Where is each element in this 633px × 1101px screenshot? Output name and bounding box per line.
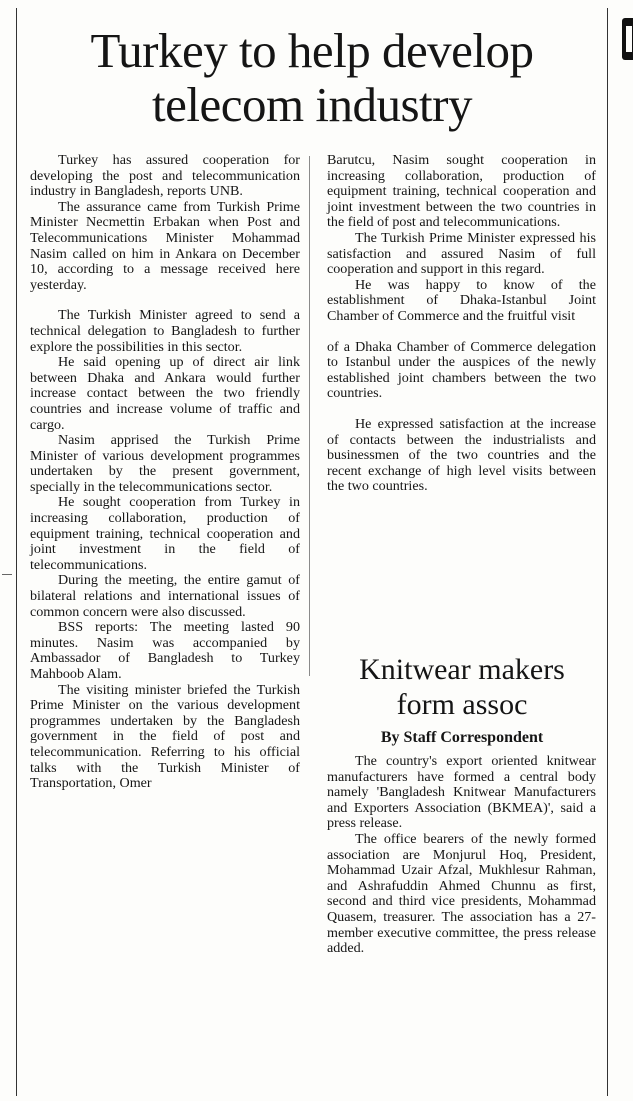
paragraph: Nasim apprised the Turkish Prime Minister of various development programmes undertaken by the present government, specially in the telecommunications sector.: [30, 432, 300, 495]
byline: By Staff Correspondent: [380, 729, 544, 746]
article-column-1: [30, 153, 300, 792]
article-column-2: [327, 153, 596, 495]
margin-tick: [2, 574, 12, 575]
paragraph: He said opening up of direct air link between Dhaka and Ankara would further increase contact between the two friendly countries and increase volume of traffic and cargo.: [30, 354, 300, 433]
paragraph: He expressed satisfaction at the increase of contacts between the industrialists and businessmen of the two countries and the recent exchange of high level visits between the two countries.: [327, 415, 596, 495]
paragraph: During the meeting, the entire gamut of bilateral relations and international issues of common concern were also discussed.: [30, 572, 300, 620]
paragraph: The country's export oriented knitwear manufacturers have formed a central body namely 'Bangladesh Knitwear Manufacturers and Exporters Association (BKMEA)', said a press release.: [327, 753, 596, 832]
sidebar-headline-line-1: Knitwear makers: [359, 653, 565, 686]
headline-line-1: Turkey to help develop: [90, 23, 534, 78]
paragraph: He sought cooperation from Turkey in increasing collaboration, production of equipment training, technical cooperation and joint investment in the field of telecommunications.: [30, 494, 300, 573]
paragraph: The visiting minister briefed the Turkish Prime Minister on the various development programmes undertaken by the Bangladesh government in the field of post and telecommunication. Referring to his official talks with the Turkish Minister of Transportation, Omer: [30, 681, 300, 792]
adjacent-column-edge: [622, 18, 633, 60]
sidebar-headline: [327, 652, 597, 722]
paragraph: The assurance came from Turkish Prime Minister Necmettin Erbakan when Post and Telecommunications Minister Mohammad Nasim called on him in Ankara on December 10, according to a message received here yesterday.: [30, 198, 300, 293]
column-rule: [309, 156, 310, 676]
paragraph: The Turkish Minister agreed to send a technical delegation to Bangladesh to further explore the possibilities in this sector.: [30, 307, 300, 355]
headline-line-2: telecom industry: [152, 77, 472, 132]
paragraph: The office bearers of the newly formed association are Monjurul Hoq, President, Mohammad Uzair Afzal, Mukhlesur Rahman, and Ashrafuddin Ahmed Chunnu as first, second and third vice presidents, Mohammad Quasem, treasurer. The association has a 27-member executive committee, the press release added.: [327, 830, 596, 957]
paragraph: He was happy to know of the establishment of Dhaka-Istanbul Joint Chamber of Commerce and the fruitful visit: [327, 276, 596, 324]
sidebar-headline-line-2: form assoc: [396, 688, 528, 721]
paragraph: of a Dhaka Chamber of Commerce delegation to Istanbul under the auspices of the newly established joint chambers between the two countries.: [327, 338, 596, 402]
paragraph: Barutcu, Nasim sought cooperation in increasing collaboration, production of equipment training, technical cooperation and joint investment between the two countries in the field of post and telecommunications.: [327, 152, 596, 231]
article-headline: [20, 24, 604, 132]
sidebar-article-body: [327, 754, 596, 957]
paragraph: Turkey has assured cooperation for developing the post and telecommunication industry in Bangladesh, reports UNB.: [30, 152, 300, 200]
paragraph: The Turkish Prime Minister expressed his satisfaction and assured Nasim of full cooperation and support in this regard.: [327, 229, 596, 278]
paragraph: BSS reports: The meeting lasted 90 minutes. Nasim was accompanied by Ambassador of Bangladesh to Turkey Mahboob Alam.: [30, 619, 300, 682]
